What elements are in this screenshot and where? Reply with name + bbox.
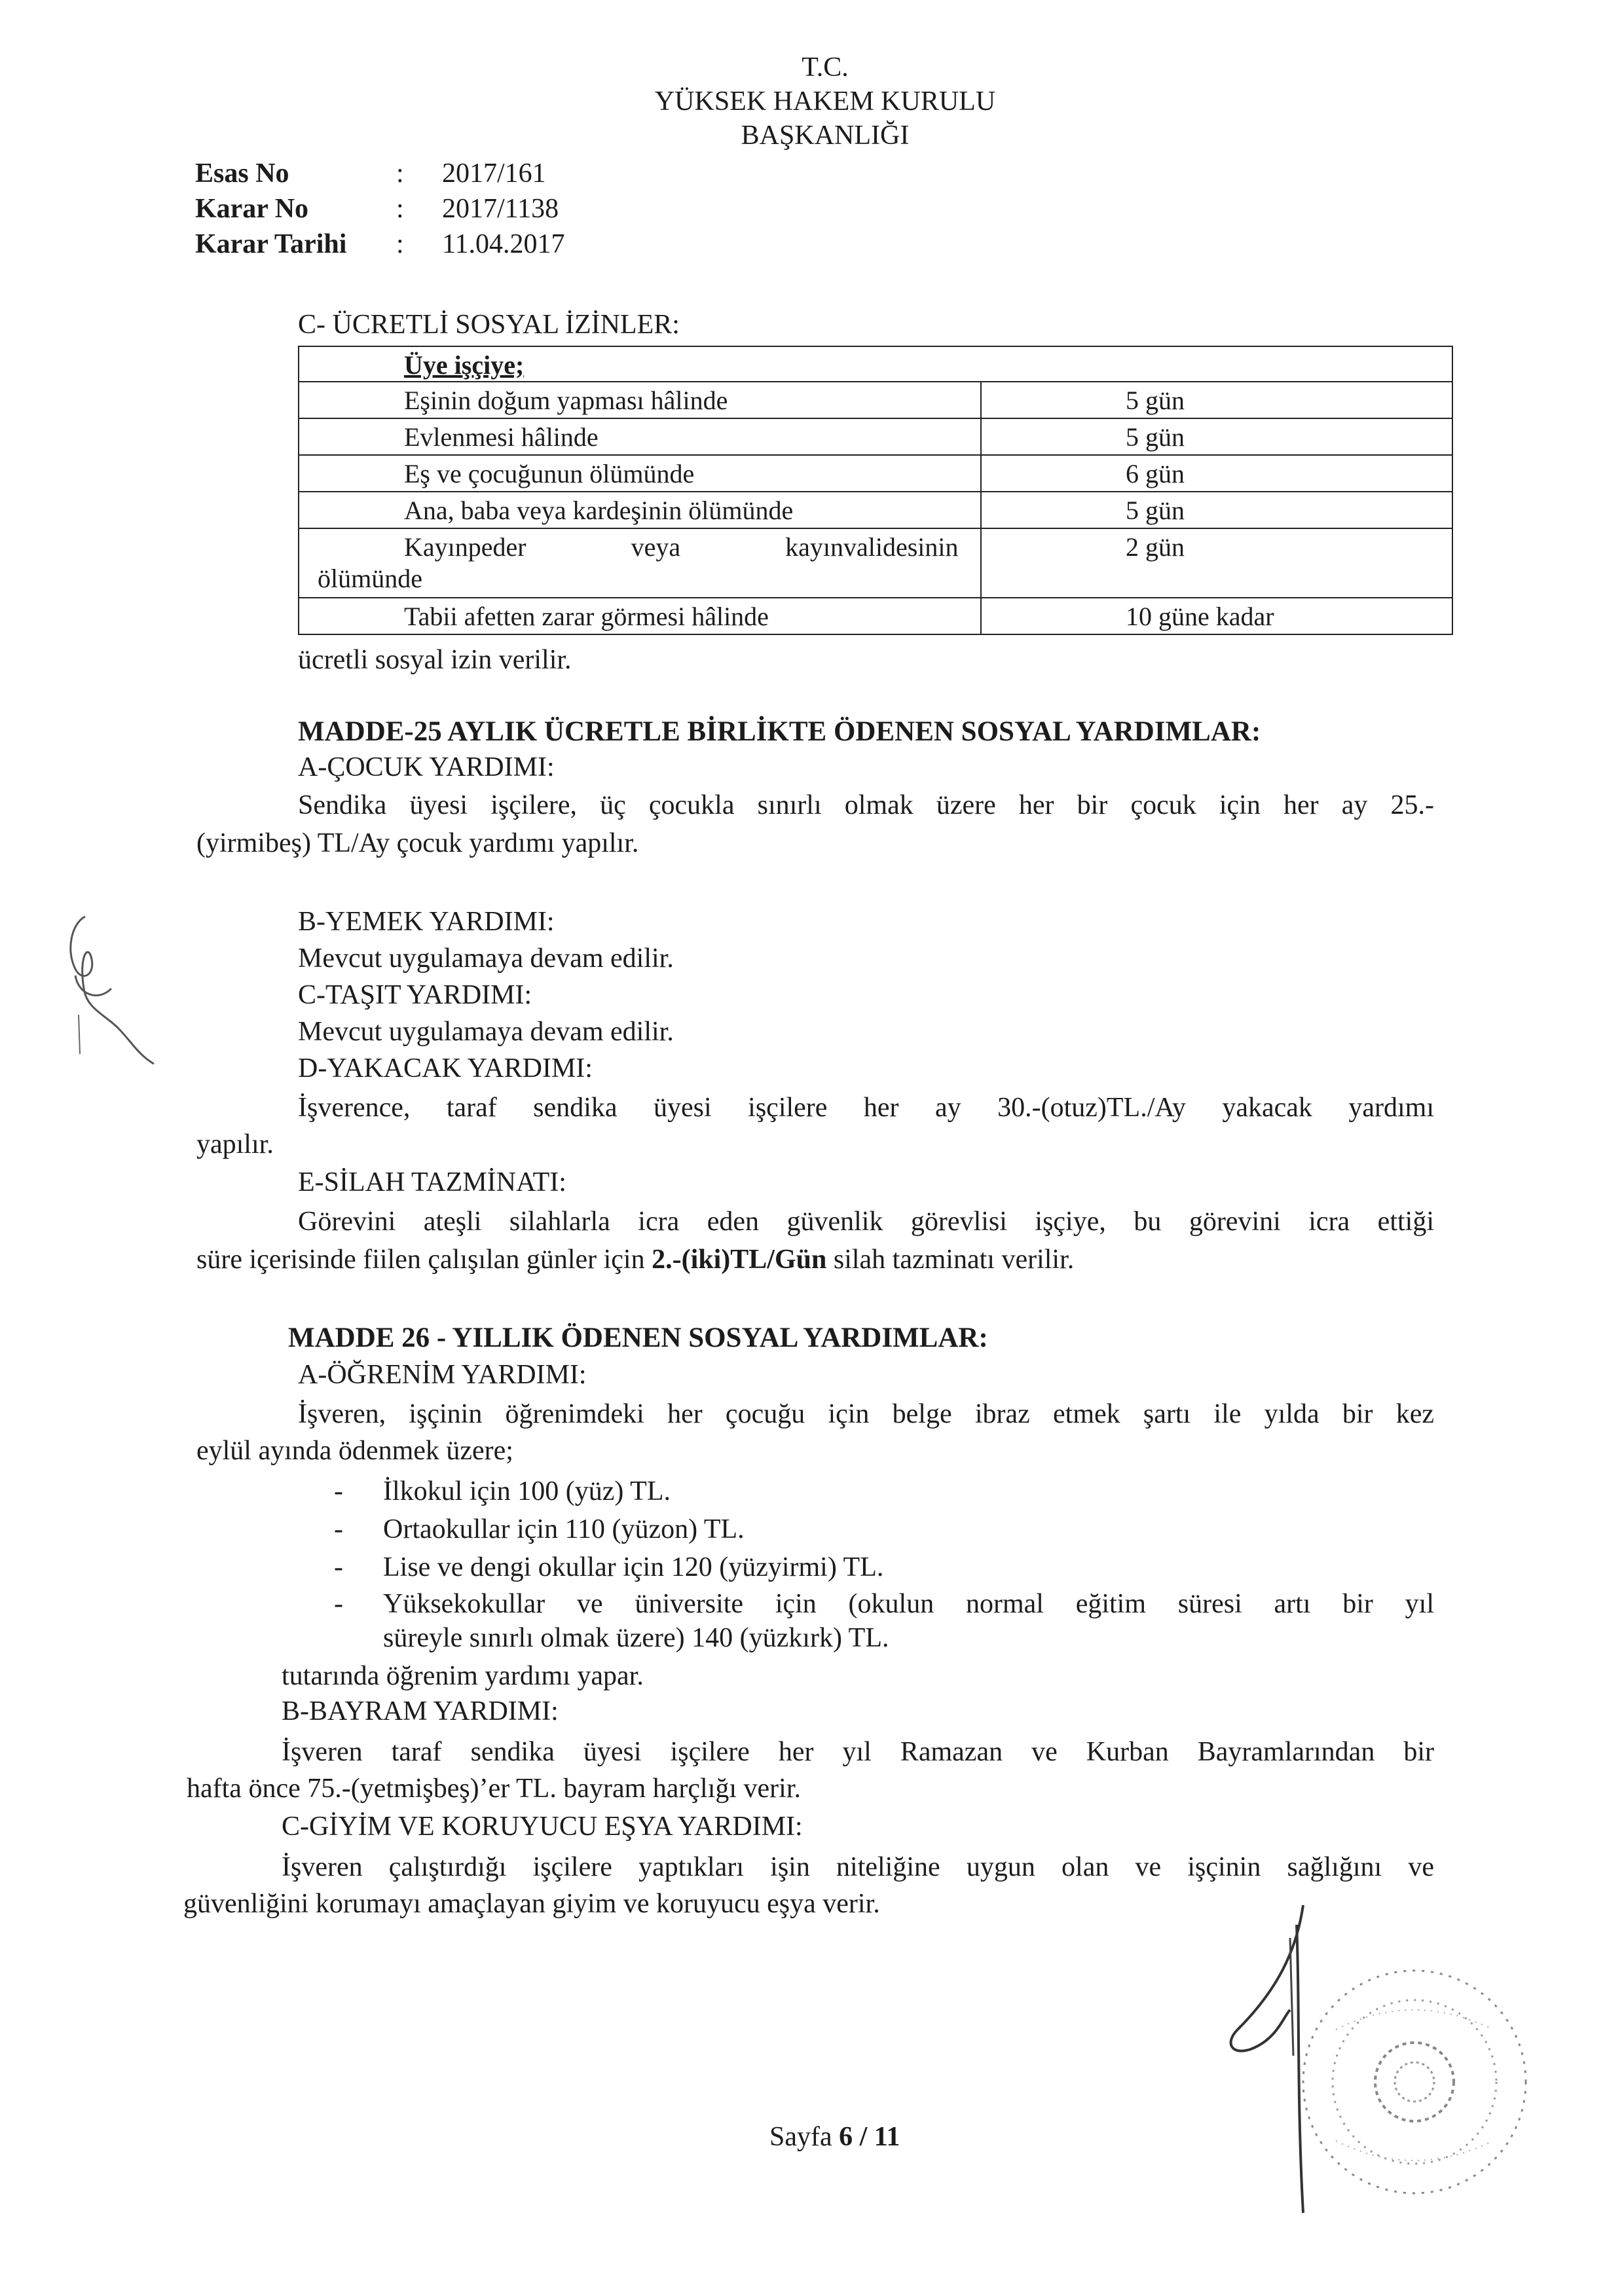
section-c-title: C- ÜCRETLİ SOSYAL İZİNLER: [298,310,680,340]
table-header: Üye işçiye; [404,350,525,380]
madde25-e-line2-a: süre içerisinde fiilen çalışılan günler için [196,1245,652,1275]
madde26-a-footer: tutarında öğrenim yardımı yapar. [282,1661,644,1691]
madde26-b-title: B-BAYRAM YARDIMI: [282,1696,559,1726]
madde25-e-title: E-SİLAH TAZMİNATI: [298,1167,566,1197]
karar-value: 2017/1138 [442,194,559,224]
page-num: 6 / 11 [839,2122,900,2152]
table-row [299,597,1452,634]
official-seal-stamp [1277,1951,1552,2226]
header-tc: T.C. [802,52,849,82]
tarih-colon: : [396,229,404,259]
section-c-footer: ücretli sosyal izin verilir. [298,645,572,675]
list-item: Yüksekokullar ve üniversite için (okulun normal eğitim süresi artı bir yıl [383,1589,1434,1619]
esas-label: Esas No [195,158,289,189]
madde25-c-title: C-TAŞIT YARDIMI: [298,980,532,1010]
list-item: Lise ve dengi okullar için 120 (yüzyirmi) TL. [383,1552,884,1582]
table-cell-label-line2: ölümünde [318,564,422,593]
list-dash: - [334,1514,343,1544]
page-prefix: Sayfa [769,2122,840,2152]
madde25-a-line1: Sendika üyesi işçilere, üç çocukla sınırlı olmak üzere her bir çocuk için her ay 25.- [298,790,1434,820]
madde26-a-line1: İşveren, işçinin öğrenimdeki her çocuğu için belge ibraz etmek şartı ile yılda bir kez [298,1399,1434,1429]
madde26-b-line2: hafta önce 75.-(yetmişbeş)’er TL. bayram harçlığı verir. [187,1774,802,1804]
table-cell-value: 10 güne kadar [1126,602,1274,631]
madde25-a-line2: (yirmibeş) TL/Ay çocuk yardımı yapılır. [196,828,639,858]
madde25-d-title: D-YAKACAK YARDIMI: [298,1053,593,1084]
madde25-e-line1: Görevini ateşli silahlarla icra eden güvenlik görevlisi işçiye, bu görevini icra ettiği [298,1207,1434,1237]
madde25-title: MADDE-25 AYLIK ÜCRETLE BİRLİKTE ÖDENEN SOSYAL YARDIMLAR: [298,716,1261,747]
madde26-c-line2: güvenliğini korumayı amaçlayan giyim ve koruyucu eşya verir. [183,1889,880,1919]
madde25-e-line2-c: silah tazminatı verilir. [826,1245,1075,1275]
madde26-c-line1: İşveren çalıştırdığı işçilere yaptıkları işin niteliğine uygun olan ve işçinin sağlığını ve [282,1852,1434,1882]
list-dash: - [334,1476,343,1506]
table-header-row [299,347,1452,381]
table-cell-value: 5 gün [1126,386,1185,415]
madde26-a-line2: eylül ayında ödenmek üzere; [196,1436,513,1466]
handwritten-initial-mark [39,897,157,1067]
table-cell-label: Eş ve çocuğunun ölümünde [299,456,982,491]
list-dash: - [334,1552,343,1582]
list-item-continuation: süreyle sınırlı olmak üzere) 140 (yüzkırk) TL. [383,1623,889,1653]
esas-value: 2017/161 [442,158,546,189]
header-presidency: BAŞKANLIĞI [741,120,910,151]
table-cell-label-text: Kayınpeder veya kayınvalidesinin [404,532,959,562]
table-cell-label: Tabii afetten zarar görmesi hâlinde [299,598,982,634]
table-cell-value: 5 gün [1126,496,1185,525]
madde26-c-title: C-GİYİM VE KORUYUCU EŞYA YARDIMI: [282,1812,803,1842]
madde26-b-line1: İşveren taraf sendika üyesi işçilere her yıl Ramazan ve Kurban Bayramlarından bir [282,1737,1434,1767]
tarih-label: Karar Tarihi [195,229,347,259]
table-row [299,418,1452,454]
table-cell-value: 5 gün [1126,422,1185,452]
table-row [299,528,1452,597]
table-cell-label: Ana, baba veya kardeşinin ölümünde [299,492,982,528]
karar-colon: : [396,194,404,224]
madde26-title: MADDE 26 - YILLIK ÖDENEN SOSYAL YARDIMLAR: [288,1322,988,1353]
table-cell-value: 2 gün [1126,532,1185,562]
table-cell-label [299,529,982,597]
table-cell-value: 6 gün [1126,459,1185,488]
madde25-b-title: B-YEMEK YARDIMI: [298,907,555,937]
table-row [299,491,1452,528]
madde25-d-line2: yapılır. [196,1129,274,1159]
karar-label: Karar No [195,194,309,224]
madde25-b-text: Mevcut uygulamaya devam edilir. [298,943,674,974]
madde25-e-line2 [196,1243,1074,1277]
table-cell-label: Evlenmesi hâlinde [299,419,982,454]
tarih-value: 11.04.2017 [442,229,565,259]
list-item: İlkokul için 100 (yüz) TL. [383,1476,671,1506]
madde25-d-line1: İşverence, taraf sendika üyesi işçilere her ay 30.-(otuz)TL./Ay yakacak yardımı [298,1093,1434,1123]
esas-colon: : [396,158,404,189]
list-item: Ortaokullar için 110 (yüzon) TL. [383,1514,745,1544]
madde25-e-amount: 2.-(iki)TL/Gün [652,1245,827,1275]
table-cell-label: Eşinin doğum yapması hâlinde [299,382,982,418]
madde26-a-title: A-ÖĞRENİM YARDIMI: [298,1360,587,1390]
table-row [299,454,1452,491]
page-number [769,2120,900,2154]
list-dash: - [334,1589,343,1619]
table-cell-label-line1 [299,532,974,563]
social-leave-table [298,346,1453,635]
madde25-c-text: Mevcut uygulamaya devam edilir. [298,1017,674,1047]
header-institution: YÜKSEK HAKEM KURULU [654,86,996,117]
table-row [299,381,1452,418]
madde25-a-title: A-ÇOCUK YARDIMI: [298,752,555,782]
